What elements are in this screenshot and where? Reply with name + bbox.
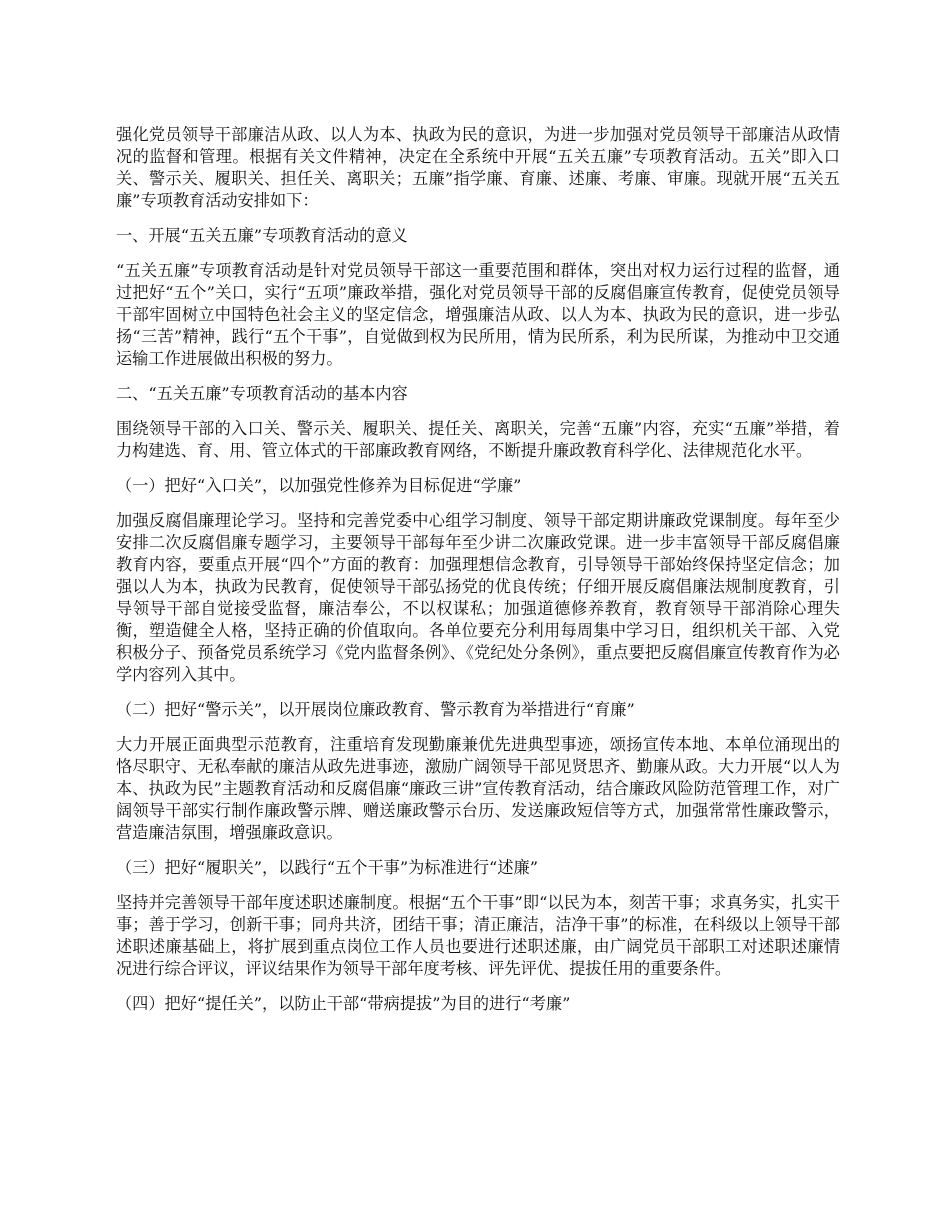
subsection1-paragraph: 加强反腐倡廉理论学习。坚持和完善党委中心组学习制度、领导干部定期讲廉政党课制度。每年至少安排二次反腐倡廉专题学习，主要领导干部每年至少讲二次廉政党课。进一步丰富领导干部反腐倡廉教育内容，要重点开展“四个”方面的教育：加强理想信念教育，引导领导干部始终保持坚定信念；加强以人为本，执政为民教育，促使领导干部弘扬党的优良传统；仔细开展反腐倡廉法规制度教育，引导领导干部自觉接受监督，廉洁奉公，不以权谋私；加强道德修养教育，教育领导干部消除心理失衡，塑造健全人格，坚持正确的价值取向。各单位要充分利用每周集中学习日，组织机关干部、入党积极分子、预备党员系统学习《党内监督条例》、《党纪处分条例》，重点要把反腐倡廉宣传教育作为必学内容列入其中。 — [116, 511, 840, 684]
section2-heading: 二、“五关五廉”专项教育活动的基本内容 — [116, 384, 408, 403]
subsection3-heading: （三）把好“履职关”，以践行“五个干事”为标准进行“述廉” — [116, 858, 538, 877]
section1-paragraph: “五关五廉”专项教育活动是针对党员领导干部这一重要范围和群体，突出对权力运行过程的监督，通过把好“五个”关口，实行“五项”廉政举措，强化对党员领导干部的反腐倡廉宣传教育，促使党员领导干部牢固树立中国特色社会主义的坚定信念，增强廉洁从政、以人为本、执政为民的意识，进一步弘扬“三苦”精神，践行“五个干事”，自觉做到权为民所用，情为民所系，利为民所谋，为推动中卫交通运输工作进展做出积极的努力。 — [116, 261, 840, 368]
subsection1-heading: （一）把好“入口关”，以加强党性修养为目标促进“学廉” — [116, 476, 522, 495]
section2-paragraph: 围绕领导干部的入口关、警示关、履职关、提任关、离职关，完善“五廉”内容，充实“五廉”举措，着力构建选、育、用、管立体式的干部廉政教育网络，不断提升廉政教育科学化、法律规范化水平。 — [116, 419, 840, 460]
section1-heading: 一、开展“五关五廉”专项教育活动的意义 — [116, 226, 408, 245]
subsection2-heading: （二）把好“警示关”，以开展岗位廉政教育、警示教育为举措进行“育廉” — [116, 700, 635, 719]
intro-paragraph: 强化党员领导干部廉洁从政、以人为本、执政为民的意识，为进一步加强对党员领导干部廉洁从政情况的监督和管理。根据有关文件精神，决定在全系统中开展“五关五廉”专项教育活动。五关”即入口关、警示关、履职关、担任关、离职关；五廉”指学廉、育廉、述廉、考廉、审廉。现就开展“五关五廉”专项教育活动安排如下： — [116, 125, 840, 210]
subsection3-paragraph: 坚持并完善领导干部年度述职述廉制度。根据“五个干事”即“以民为本，刻苦干事；求真务实，扎实干事；善于学习，创新干事；同舟共济，团结干事；清正廉洁，洁净干事”的标准，在科级以上领导干部述职述廉基础上，将扩展到重点岗位工作人员也要进行述职述廉，由广阔党员干部职工对述职述廉情况进行综合评议，评议结果作为领导干部年度考核、评先评优、提拔任用的重要条件。 — [116, 893, 840, 978]
subsection4-heading: （四）把好“提任关”，以防止干部“带病提拔”为目的进行“考廉” — [116, 994, 571, 1013]
subsection2-paragraph: 大力开展正面典型示范教育，注重培育发现勤廉兼优先进典型事迹，颂扬宣传本地、本单位涌现出的恪尽职守、无私奉献的廉洁从政先进事迹，激励广阔领导干部见贤思齐、勤廉从政。大力开展“以人为本、执政为民”主题教育活动和反腐倡廉“廉政三讲”宣传教育活动，结合廉政风险防范管理工作，对广阔领导干部实行制作廉政警示牌、赠送廉政警示台历、发送廉政短信等方式，加强常常性廉政警示，营造廉洁氛围，增强廉政意识。 — [116, 735, 840, 842]
document-page — [116, 124, 840, 1028]
